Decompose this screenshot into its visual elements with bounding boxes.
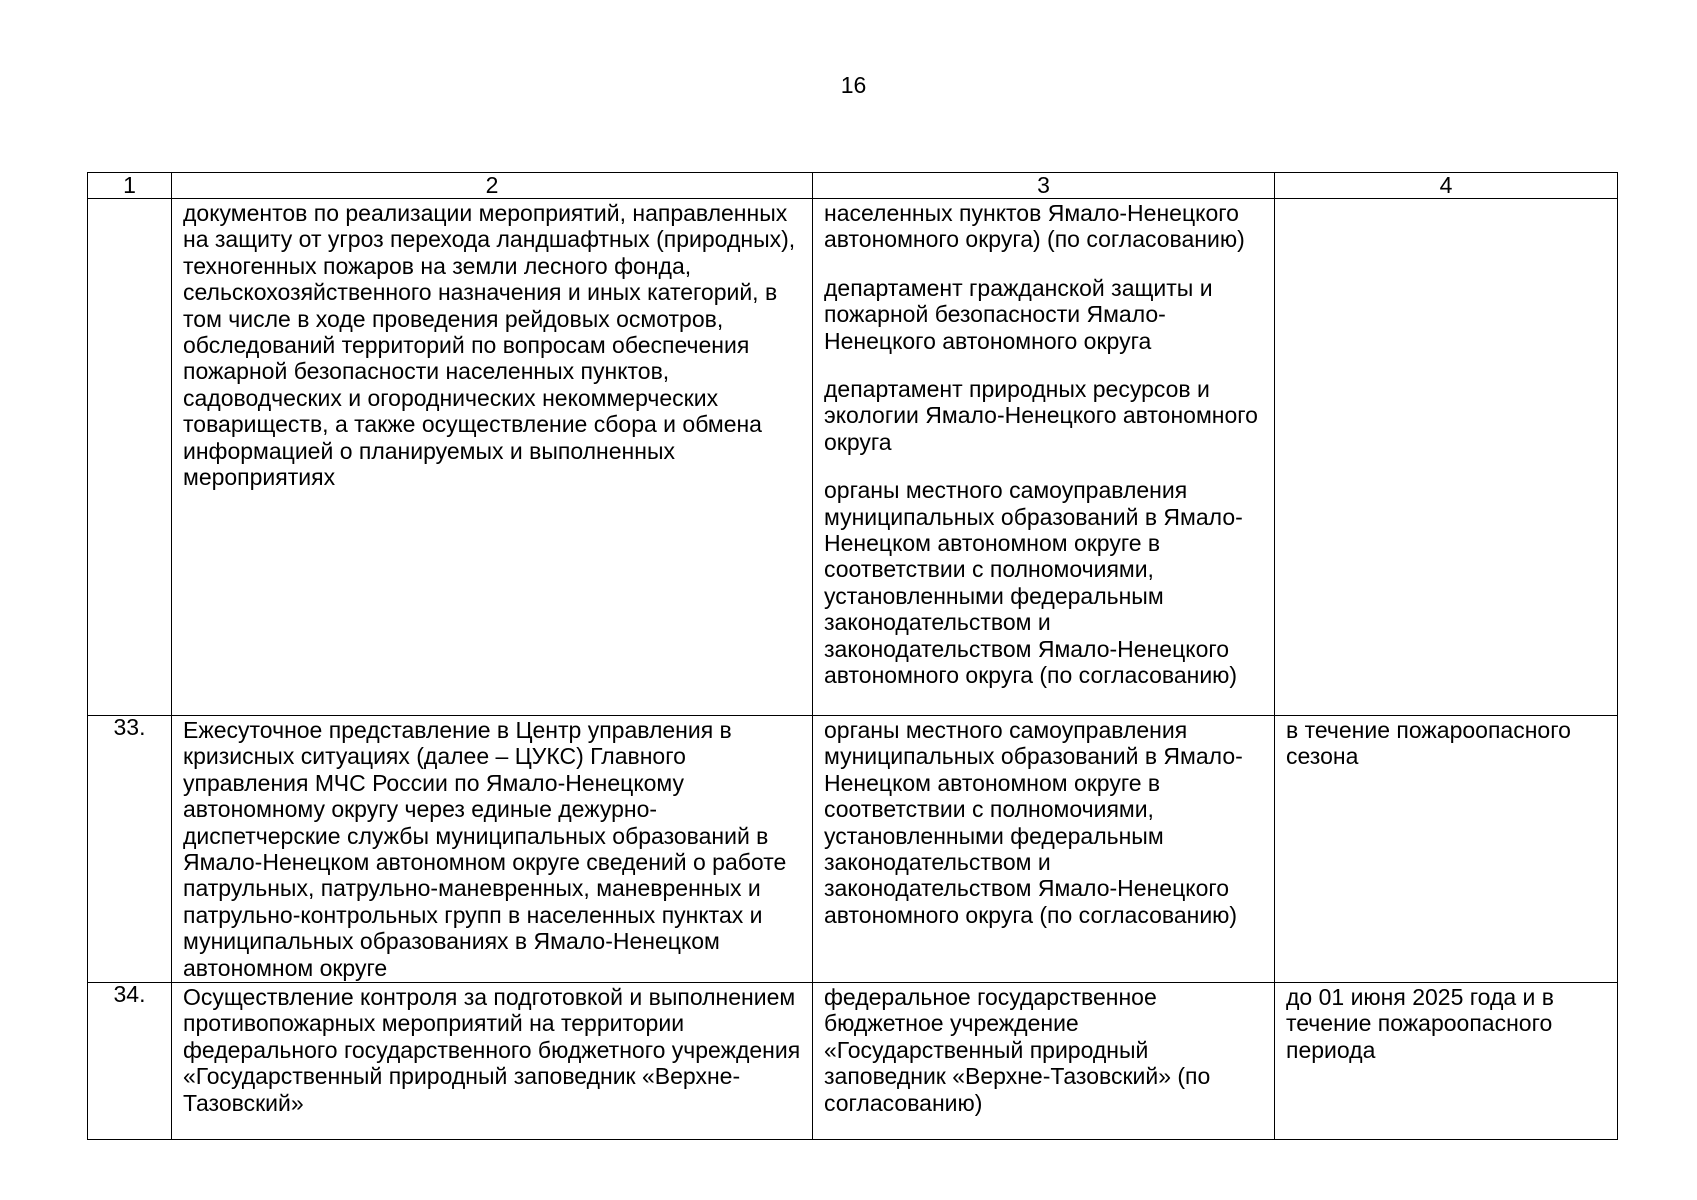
row-responsible — [813, 199, 1275, 716]
row-action: Ежесуточное представление в Центр управления в кризисных ситуациях (далее – ЦУКС) Главного управления МЧС России по Ямало-Ненецкому автономному округу через единые дежурно-диспетчерские службы муниципальных образований в Ямало-Ненецком автономном округе сведений о работе патрульных, патрульно-маневренных, маневренных и патрульно-контрольных групп в населенных пунктах и муниципальных образованиях в Ямало-Ненецком автономном округе — [172, 716, 813, 983]
responsible-entry: департамент гражданской защиты и пожарной безопасности Ямало-Ненецкого автономного округа — [824, 274, 1213, 354]
table-row — [88, 716, 1618, 983]
row-deadline — [1275, 199, 1618, 716]
row-number — [88, 199, 172, 716]
row-action: документов по реализации мероприятий, направленных на защиту от угроз перехода ландшафтных (природных), техногенных пожаров на земли лесного фонда, сельскохозяйственного назначения и иных категорий, в том числе в ходе проведения рейдовых осмотров, обследований территорий по вопросам обеспечения пожарной безопасности населенных пунктов, садоводческих и огороднических некоммерческих товариществ, а также осуществление сбора и обмена информацией о планируемых и выполненных мероприятиях — [172, 199, 813, 716]
row-deadline: до 01 июня 2025 года и в течение пожароопасного периода — [1275, 983, 1618, 1140]
row-responsible — [813, 716, 1275, 983]
responsible-entry: органы местного самоуправления муниципальных образований в Ямало-Ненецком автономном округе в соответствии с полномочиями, установленными федеральным законодательством и законодательством Ямало-Ненецкого автономного округа (по согласованию) — [824, 717, 1243, 928]
row-action: Осуществление контроля за подготовкой и выполнением противопожарных мероприятий на территории федерального государственного бюджетного учреждения «Государственный природный заповедник «Верхне-Тазовский» — [172, 983, 813, 1140]
row-number: 33. — [88, 716, 172, 983]
column-header-4: 4 — [1275, 173, 1618, 199]
row-responsible — [813, 983, 1275, 1140]
measures-table — [87, 172, 1618, 1140]
responsible-entry: департамент природных ресурсов и экологии Ямало-Ненецкого автономного округа — [824, 376, 1258, 455]
column-header-1: 1 — [88, 173, 172, 199]
table-row — [88, 983, 1618, 1140]
responsible-entry: органы местного самоуправления муниципальных образований в Ямало-Ненецком автономном округе в соответствии с полномочиями, установленными федеральным законодательством и законодательством Ямало-Ненецкого автономного округа (по согласованию) — [824, 477, 1243, 689]
page-number: 16 — [840, 72, 867, 98]
table-row — [88, 199, 1618, 716]
responsible-entry: федеральное государственное бюджетное учреждение «Государственный природный заповедник «Верхне-Тазовский» (по согласованию) — [824, 984, 1211, 1116]
table-header-row — [88, 173, 1618, 199]
row-number: 34. — [88, 983, 172, 1140]
row-deadline: в течение пожароопасного сезона — [1275, 716, 1618, 983]
column-header-2: 2 — [172, 173, 813, 199]
responsible-entry: населенных пунктов Ямало-Ненецкого автономного округа) (по согласованию) — [824, 200, 1245, 253]
column-header-3: 3 — [813, 173, 1275, 199]
